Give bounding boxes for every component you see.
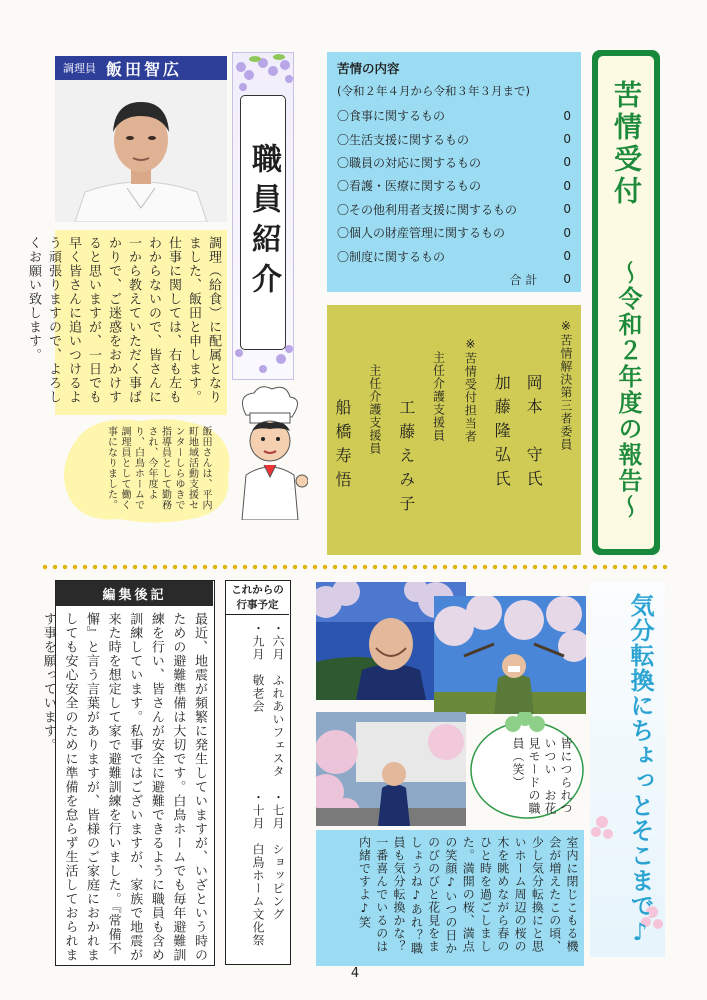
page-number: 4 xyxy=(350,966,360,981)
complaint-count: 0 xyxy=(563,249,571,264)
editor-note-text: 最近、地震が頻繁に発生していますが、いざという時のための避難準備は大切です。白鳥ホームでも毎年避難訓練を行い、皆さんが安全に避難できるように職員も含め訓練しています。私事ではございますが、家族で地震が来た時を想定して家で避難訓練を行いました。『常備不懈』と言う言葉がありますが、皆様のご家庭におかれましても安心安全のために準備を怠らず生活しておられます事を願っています。 xyxy=(40,612,207,962)
schedule-title-line2: 行事予定 xyxy=(236,599,279,611)
complaint-total-count: 0 xyxy=(563,272,571,287)
staff-contact-2-role: 主任介護支援員 xyxy=(367,364,382,455)
complaint-row xyxy=(337,151,571,174)
complaint-row xyxy=(337,244,571,267)
complaint-label: 〇生活支援に関するもの xyxy=(337,132,470,147)
complaint-label: 〇その他利用者支援に関するもの xyxy=(337,202,518,217)
complaint-total-row xyxy=(337,268,571,291)
third-party-member-2: 加藤隆弘氏 xyxy=(492,374,512,494)
complaint-row xyxy=(337,127,571,150)
photo-caption: 皆につられついつい お花見モードの職員（笑） xyxy=(511,737,573,815)
complaint-row xyxy=(337,221,571,244)
staff-contact-label: ※苦情受付担当者 xyxy=(463,337,478,443)
complaint-row xyxy=(337,198,571,221)
complaint-banner-title: 苦情受付 xyxy=(610,80,643,208)
committee-box xyxy=(327,305,581,555)
staff-contact-2-name: 船橋寿悟 xyxy=(333,399,352,495)
staff-photo xyxy=(55,80,227,222)
complaint-banner-subtitle: ～令和２年度の報告～ xyxy=(614,260,642,520)
schedule-title-line1: これからの xyxy=(231,584,284,596)
chef-illustration-icon xyxy=(228,385,308,520)
staff-header xyxy=(55,56,227,80)
complaint-row xyxy=(337,174,571,197)
intro-bubble-text: 飯田さんは、平内町地域活動支援センターしらゆきで指導員として勤務され、今年度より、白鳥ホームで調理員として働く事になりました。 xyxy=(105,426,211,510)
schedule-title xyxy=(226,581,289,615)
third-party-member-1: 岡本 守氏 xyxy=(524,374,544,494)
staff-role: 調理員 xyxy=(63,62,96,75)
complaint-label: 〇職員の対応に関するもの xyxy=(337,155,482,170)
complaint-count: 0 xyxy=(563,178,571,193)
editor-note-title: 編集後記 xyxy=(56,581,213,606)
staff-name: 飯田智広 xyxy=(106,59,183,79)
complaint-label: 〇制度に関するもの xyxy=(337,249,446,264)
staff-contact-1-name: 工藤えみ子 xyxy=(396,399,416,519)
complaint-total-label: 合 計 xyxy=(509,272,538,287)
mood-text: 室内に閉じこもる機会が増えたこの頃、少し気分転換にと思いホーム周辺の桜の木を眺めながら春のひと時を過ごしました。満開の桜、満点の笑顔♪いつの日かのびのびと花見をましょうね♪あれ？職員も気分転換かな？一番喜んでいるのは内緒ですよ♪笑 xyxy=(357,836,579,955)
complaint-label: 〇看護・医療に関するもの xyxy=(337,179,482,194)
complaint-count: 0 xyxy=(563,108,571,123)
cherry-blossom-photo-2 xyxy=(434,596,586,714)
complaints-list xyxy=(327,52,581,292)
complaints-period: (令和２年４月から令和３年３月まで) xyxy=(337,84,530,98)
mood-title: 気分転換にちょっとそこまで♪ xyxy=(626,593,654,947)
schedule-line-2: ・九月 敬老会 ・十月 白鳥ホーム文化祭 xyxy=(251,622,265,947)
complaint-row xyxy=(337,104,571,127)
complaint-count: 0 xyxy=(563,155,571,170)
staff-contact-1-role: 主任介護支援員 xyxy=(431,351,446,442)
staff-section-title: 職員紹介 xyxy=(240,95,286,350)
complaint-label: 〇食事に関するもの xyxy=(337,109,446,124)
schedule-list xyxy=(228,622,288,960)
dotted-divider xyxy=(40,563,670,571)
complaint-count: 0 xyxy=(563,132,571,147)
complaint-label: 〇個人の財産管理に関するもの xyxy=(337,226,506,241)
complaint-count: 0 xyxy=(563,225,571,240)
third-party-label: ※苦情解決第三者委員 xyxy=(558,319,573,451)
complaints-title: 苦情の内容 xyxy=(337,61,400,76)
complaint-count: 0 xyxy=(563,202,571,217)
cherry-blossom-photo-3 xyxy=(316,712,466,826)
schedule-line-1: ・六月 ふれあいフェスタ ・七月 ショッピング xyxy=(271,622,285,921)
staff-intro-text: 調理（給食）に配属となりました、飯田と申します。仕事に関しては、右も左もわからないので、皆さんに一から教えていただく事ばかりで、ご迷惑をおかけすると思いますが、一日でも早く皆さんに追いつけるよう頑張りますので、よろしくお願い致します。 xyxy=(55,230,227,415)
